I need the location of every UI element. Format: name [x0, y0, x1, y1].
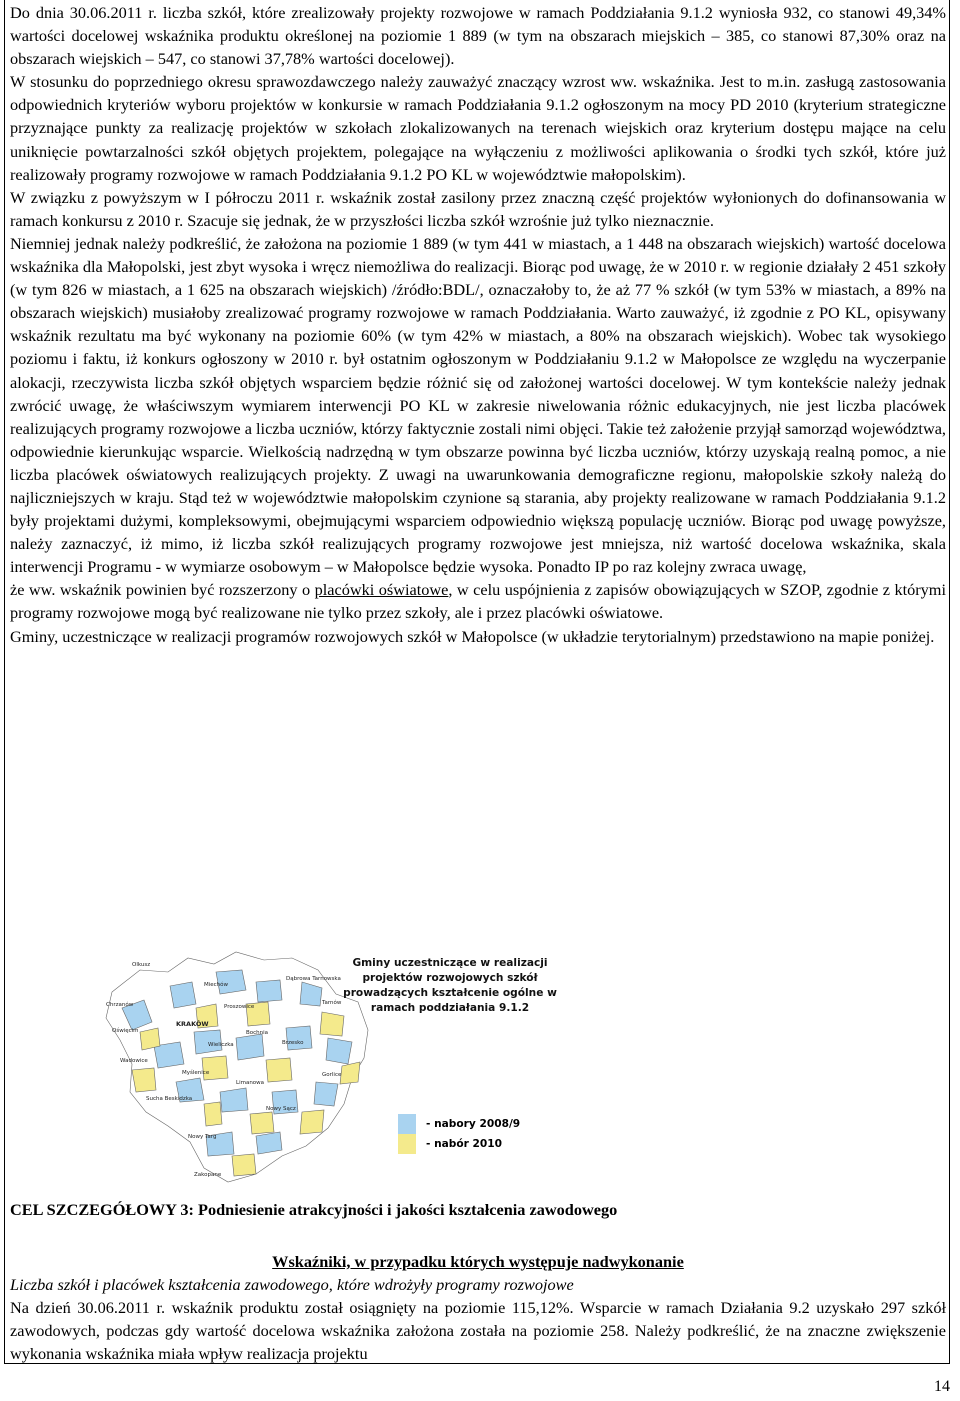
body-text [10, 1, 946, 648]
bottom-paragraph: Na dzień 30.06.2011 r. wskaźnik produktu został osiągnięty na poziomie 115,12%. Wsparcie w ramach Działania 9.2 uzyskało 297 szkół zawodowych, podczas gdy wartość docelowa wskaźnika założona została na poziomie 258. Należy podkreślić, że na znaczne zwiększenie wykonania wskaźnika miała wpływ realizacja projektu [10, 1298, 946, 1364]
section-heading: CEL SZCZEGÓŁOWY 3: Podniesienie atrakcyjności i jakości kształcenia zawodowego [10, 1200, 618, 1219]
map-title: Gminy uczestniczące w realizacji projektów rozwojowych szkół prowadzących kształcenie ogólne w ramach poddziałania 9.1.2 [343, 957, 557, 1014]
map-place-label: Tarnów [322, 1000, 342, 1006]
map-gmina-yellow [202, 1056, 228, 1080]
map-gmina-blue [314, 1082, 338, 1106]
paragraph-3: W związku z powyższym w I półroczu 2011 r. wskaźnik został zasilony przez znaczną część projektów wyłonionych do dofinansowania w ramach konkursu z 2010 r. Szacuje się jednak, że w przyszłości liczba szkół wzrośnie już tylko nieznacznie. [10, 187, 946, 230]
map-place-label: Myślenice [182, 1070, 210, 1076]
map-gmina-yellow [232, 1154, 256, 1176]
map-gmina-blue [220, 1088, 248, 1112]
indicator-name: Liczba szkół i placówek kształcenia zawodowego, które wdrożyły programy rozwojowe [10, 1275, 574, 1295]
map-place-label: Wadowice [120, 1058, 148, 1064]
map-place-label: Chrzanów [106, 1002, 134, 1008]
map-place-label: Olkusz [132, 962, 151, 968]
map-place-label: Nowy Targ [188, 1134, 217, 1140]
map-legend [398, 1114, 578, 1154]
paragraph-4: Niemniej jednak należy podkreślić, że założona na poziomie 1 889 (w tym 441 w miastach, a 1 448 na obszarach wiejskich) wartość docelowa wskaźnika dla Małopolski, jest zbyt wysoka i wręcz niemożliwa do realizacji. Biorąc pod uwagę, że w 2010 r. w regionie działały 2 451 szkoły (w tym 826 w miastach, a 1 625 na obszarach wiejskich) /źródło:BDL/, oznaczałoby to, że aż 77 % szkół (w tym 53% w miastach, a 89% na obszarach wiejskich) musiałoby zrealizować programy rozwojowe w ramach Poddziałania. Warto zauważyć, iż zgodnie z PO KL, opisywany wskaźnik rezultatu ma być wykonany na poziomie 60% (w tym 42% w miastach, a 80% na obszarach wiejskich). Wobec tak wysokiego poziomu i faktu, iż konkurs ogłoszony w 2010 r. był ostatnim ogłoszonym w Poddziałaniu 9.1.2 w Małopolsce ze względu na wyczerpanie alokacji, rzeczywista liczba szkół objętych wsparciem będzie różnić się od założonej wartości docelowej. W tym kontekście należy jednak zwrócić uwagę, że właściwszym wymiarem interwencji PO KL w zakresie niwelowania różnic edukacyjnych, nie jest liczba placówek realizujących programy rozwojowe a liczba uczniów, którzy faktycznie zostali nimi objęci. Takie też założenie przyjął samorząd województwa, odpowiednie kierunkując wsparcie. Wielkością nadrzędną w tym obszarze powinna być liczba uczniów, którzy uzyskają realną pomoc, a nie liczba placówek oświatowych realizujących projekty. Z uwagi na uwarunkowania demograficzne regionu, małopolskie szkoły należą do najliczniejszych w kraju. Stąd też w województwie małopolskim czynione są starania, aby projekty realizowane w ramach Poddziałania 9.1.2 były projektami dużymi, kompleksowymi, obejmującymi wsparciem odpowiednio większą populację uczniów. Biorąc pod uwagę powyższe, należy zaznaczyć, iż mimo, iż liczba szkół realizujących programy rozwojowe jest mniejsza, niż wartość docelowa wskaźnika, skala interwencji Programu - w wymiarze osobowym – w Małopolsce będzie wysoka. Ponadto IP po raz kolejny zwraca uwagę, [10, 233, 946, 577]
map-gmina-blue [236, 1034, 264, 1060]
map-gmina-blue [256, 1132, 282, 1154]
text-before-underline: że ww. wskaźnik powinien być rozszerzony o [10, 580, 315, 600]
map-gmina-blue [286, 1026, 312, 1050]
map-place-label: Wieliczka [208, 1042, 234, 1048]
map-gmina-blue [170, 982, 196, 1008]
paragraph-5 [10, 578, 946, 624]
underlined-text: placówki oświatowe [314, 580, 449, 600]
map-place-label: Gorlice [322, 1072, 342, 1078]
map-gmina-yellow [132, 1068, 156, 1092]
map-place-label: Bochnia [246, 1030, 269, 1036]
map-place-label: Sucha Beskidzka [146, 1096, 193, 1102]
map-place-label: Oświęcim [112, 1028, 139, 1034]
page-number: 14 [934, 1378, 950, 1395]
map-place-label: Proszowice [224, 1004, 255, 1010]
subheading: Wskaźniki, w przypadku których występuje nadwykonanie [272, 1252, 684, 1271]
map-place-label: KRAKÓW [176, 1020, 209, 1028]
legend-item [398, 1134, 578, 1154]
map-gmina-blue [256, 980, 282, 1002]
map-gmina-yellow [266, 1058, 292, 1082]
map-gmina-yellow [140, 1028, 160, 1050]
map-gmina-yellow [204, 1102, 222, 1126]
map-gmina-yellow [250, 1112, 274, 1134]
map-place-label: Brzesko [282, 1040, 304, 1046]
legend-label: - nabór 2010 [426, 1138, 503, 1150]
map-place-label: Miechów [204, 982, 229, 988]
legend-swatch-yellow [398, 1134, 416, 1154]
map-gmina-yellow [300, 1110, 324, 1134]
paragraph-1: Do dnia 30.06.2011 r. liczba szkół, które zrealizowały projekty rozwojowe w ramach Poddziałania 9.1.2 wyniosła 932, co stanowi 49,34% wartości docelowej wskaźnika produktu określonej na poziomie 1 889 (w tym na obszarach miejskich – 385, co stanowi 87,30% oraz na obszarach wiejskich – 547, co stanowi 37,78% wartości docelowej). [10, 3, 946, 69]
legend-label: - nabory 2008/9 [426, 1118, 521, 1130]
legend-item [398, 1114, 578, 1134]
bottom-text [10, 1250, 946, 1365]
paragraph-2: W stosunku do poprzedniego okresu sprawozdawczego należy zauważyć znaczący wzrost ww. wskaźnika. Jest to m.in. zasługą zastosowania odpowiednich kryteriów wyboru projektów w konkursie w ramach Poddziałania 9.1.2 ogłoszonym na mocy PD 2010 (kryterium strategiczne przyznające punkty za realizację projektów w szkołach zlokalizowanych na terenach wiejskich oraz kryterium dostępu mające na celu uniknięcie powtarzalności szkół objętych projektem, polegające na wyłączeniu z możliwości aplikowania o środki tych szkół, które już realizowały programy rozwojowe w ramach Poddziałania 9.1.2 PO KL w województwie małopolskim). [10, 72, 946, 184]
map-place-label: Dąbrowa Tarnowska [286, 976, 341, 982]
map-place-label: Nowy Sącz [266, 1106, 296, 1112]
map-gmina-blue [326, 1038, 352, 1064]
paragraph-6: Gminy, uczestniczące w realizacji programów rozwojowych szkół w Małopolsce (w układzie terytorialnym) przedstawiono na mapie poniżej. [10, 626, 935, 646]
legend-swatch-blue [398, 1114, 416, 1134]
map-place-label: Zakopane [194, 1172, 222, 1178]
text-after-underline: , w celu uspójnienia z zapisów obowiązujących w SZOP, zgodnie z którymi programy rozwojowe mogą być realizowane nie tylko przez szkoły, ale i przez placówki oświatowe. [10, 580, 946, 623]
map-place-label: Limanowa [236, 1080, 265, 1086]
